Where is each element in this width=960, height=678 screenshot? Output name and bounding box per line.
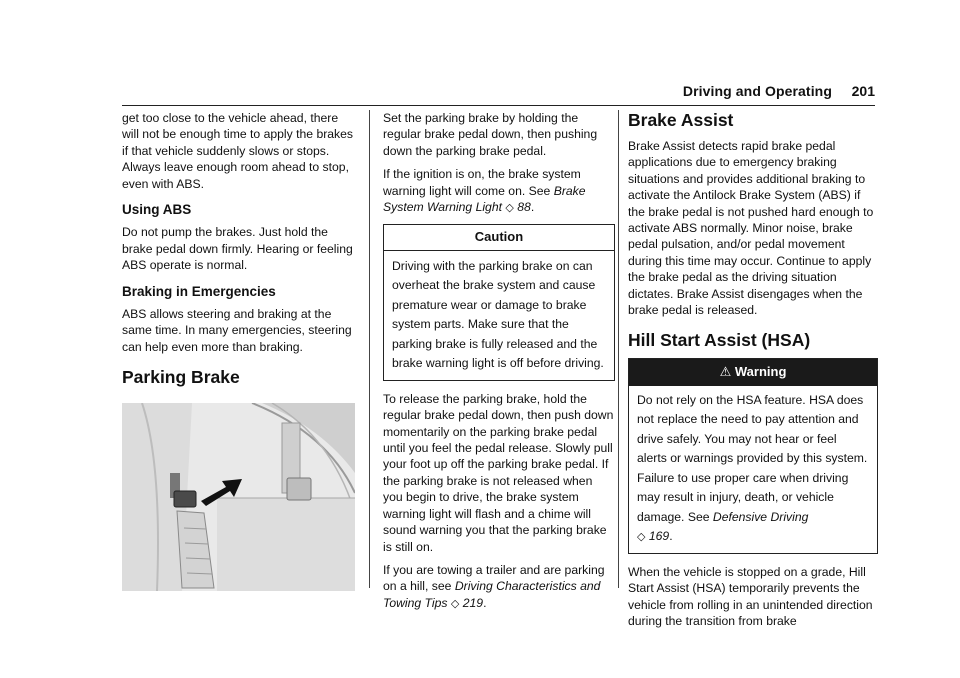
caution-title: Caution [384, 225, 614, 250]
column-divider [369, 110, 370, 588]
braking-emergencies-heading: Braking in Emergencies [122, 283, 276, 299]
page-number: 201 [851, 83, 875, 99]
defensive-driving-page[interactable]: 169 [648, 529, 670, 544]
column-divider [618, 110, 619, 588]
braking-emergencies-paragraph: ABS allows steering and braking at the same time. In many emergencies, steering can help even more than braking. [122, 307, 352, 354]
brake-assist-paragraph: Brake Assist detects rapid brake pedal applications due to emergency braking situations and provides additional braking to activate the Antilock Brake System (ABS) if the brake pedal is not pushed hard enough to activate ABS normally. Minor noise, brake pedal pulsation, and/or pedal movement during this time may occur. Continue to apply the brake pedal as the driving situation dictates. Brake Assist disengages when the brake pedal is released. [628, 139, 874, 318]
hill-start-assist-paragraph: When the vehicle is stopped on a grade, Hill Start Assist (HSA) temporarily prevents the vehicle from rolling in an unintended direction during the transition from brake [628, 564, 873, 629]
towing-tips-page[interactable]: 219 [462, 595, 484, 610]
parking-brake-pedal-illustration [122, 403, 355, 591]
brake-warning-light-page[interactable]: 88 [517, 200, 531, 215]
abs-intro-paragraph: get too close to the vehicle ahead, there will not be enough time to apply the brakes if that vehicle suddenly slows or stops. Always leave enough room ahead to stop, even with ABS. [122, 111, 354, 191]
page-header [0, 83, 960, 103]
using-abs-heading: Using ABS [122, 202, 192, 218]
set-parking-brake-paragraph: Set the parking brake by holding the regular brake pedal down, then pushing down the parking brake pedal. [383, 111, 598, 158]
warning-text: Do not rely on the HSA feature. HSA does not replace the need to pay attention and drive safely. You may not hear or feel alerts or warnings provided by this system. Failure to use proper care when driving may result in injury, death, or vehicle damage. See [637, 392, 868, 524]
towing-tips-link[interactable]: Driving Characteristics and Towing Tips [383, 579, 601, 610]
page-ref-icon: ◇ [505, 202, 514, 215]
defensive-driving-link[interactable]: Defensive Driving [712, 509, 809, 524]
warning-icon: ⚠ [719, 364, 732, 380]
towing-paragraph: If you are towing a trailer and are parking on a hill, see Driving Characteristics and Towing Tips ◇ 219. [383, 562, 605, 610]
using-abs-paragraph: Do not pump the brakes. Just hold the brake pedal down firmly. Hearing or feeling ABS operate is normal. [122, 225, 353, 273]
warning-title [629, 359, 877, 385]
warning-box [628, 358, 878, 553]
column-3 [628, 110, 878, 637]
hill-start-assist-heading: Hill Start Assist (HSA) [628, 330, 811, 351]
brake-assist-heading: Brake Assist [628, 110, 734, 130]
ignition-paragraph: If the ignition is on, the brake system warning light will come on. See Brake System Warning Light ◇ 88. [383, 167, 586, 215]
towing-text: If you are towing a trailer and are parking on a hill, see [383, 562, 605, 594]
column-2 [383, 110, 615, 619]
section-title: Driving and Operating [682, 83, 832, 99]
header-rule [122, 105, 875, 106]
release-parking-brake-paragraph: To release the parking brake, hold the regular brake pedal down, then push down momentarily on the parking brake pedal until you feel the pedal release. Slowly pull your foot up off the parking brake pedal. If the parking brake is not released when you begin to drive, the brake system warning light will flash and a chime will sound warning you that the parking brake is still on. [383, 391, 614, 554]
parking-brake-heading: Parking Brake [122, 367, 240, 388]
warning-text-block: Do not rely on the HSA feature. HSA does not replace the need to pay attention and drive safely. You may not hear or feel alerts or warnings provided by this system. Failure to use proper care when driving may result in injury, death, or vehicle damage. See Defensive Driving ◇ 169. [637, 392, 868, 544]
caution-text: Driving with the parking brake on can overheat the brake system and cause premature wear or damage to brake system parts. Make sure that the parking brake is fully released and the brake warning light is off before driving. [392, 258, 604, 371]
page-ref-icon: ◇ [637, 531, 646, 544]
warning-label: Warning [734, 364, 787, 380]
caution-box [383, 224, 615, 380]
brake-warning-light-link[interactable]: Brake System Warning Light [383, 183, 586, 215]
page-ref-icon: ◇ [450, 597, 460, 610]
column-1 [122, 110, 355, 596]
ignition-text: If the ignition is on, the brake system warning light will come on. See [383, 167, 581, 198]
